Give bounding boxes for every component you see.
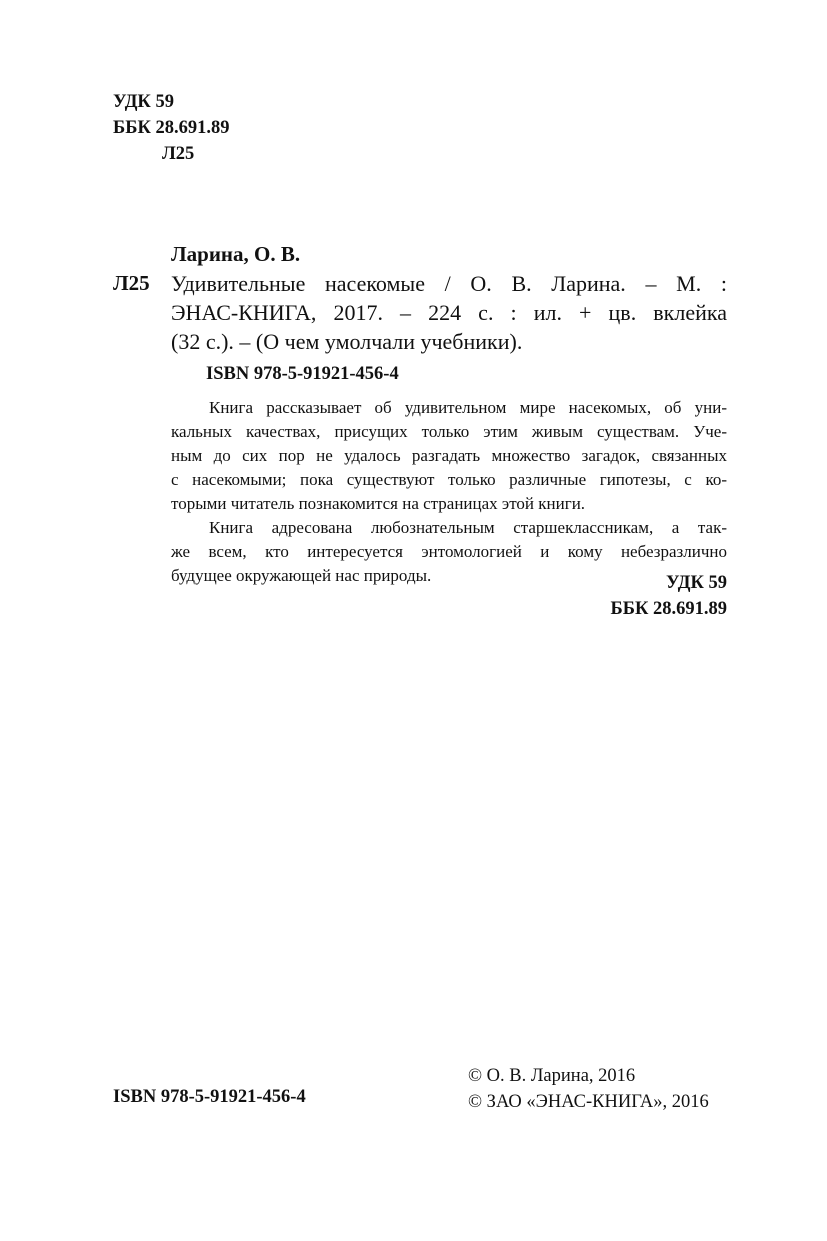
copyright-notices <box>468 1063 709 1115</box>
udk-code: УДК 59 <box>113 92 174 112</box>
bbk-code: ББК 28.691.89 <box>610 599 727 619</box>
bbk-code: ББК 28.691.89 <box>113 118 230 138</box>
annotation-line: же всем, кто интересуется энтомологией и кому небезразлично <box>171 542 727 561</box>
annotation <box>171 396 727 588</box>
copyright-publisher: © ЗАО «ЭНАС-КНИГА», 2016 <box>468 1092 709 1112</box>
annotation-line: Книга рассказывает об удивительном мире насекомых, об уни- <box>209 398 727 417</box>
annotation-line: будущее окружающей нас природы. <box>171 566 432 585</box>
bibliographic-description <box>171 270 727 357</box>
isbn-footer: ISBN 978-5-91921-456-4 <box>113 1087 306 1107</box>
classification-block-top <box>113 89 230 167</box>
biblio-line: Удивительные насекомые / О. В. Ларина. – М. : <box>171 271 727 296</box>
author-mark: Л25 <box>162 144 195 164</box>
annotation-line: торыми читатель познакомится на страницах этой книги. <box>171 494 586 513</box>
author-heading: Ларина, О. В. <box>171 242 301 266</box>
isbn-main: ISBN 978-5-91921-456-4 <box>206 364 399 384</box>
copyright-author: © О. В. Ларина, 2016 <box>468 1066 636 1086</box>
annotation-line: кальных качествах, присущих только этим живым существам. Уче- <box>171 422 727 441</box>
udk-code: УДК 59 <box>666 573 727 593</box>
biblio-line: ЭНАС-КНИГА, 2017. – 224 с. : ил. + цв. вклейка <box>171 300 727 325</box>
annotation-line: ным до сих пор не удалось разгадать множество загадок, связанных <box>171 446 727 465</box>
annotation-line: с насекомыми; пока существуют только различные гипотезы, с ко- <box>171 470 727 489</box>
biblio-line: (32 с.). – (О чем умолчали учебники). <box>171 329 523 354</box>
classification-block-bottom <box>610 570 727 622</box>
margin-author-mark: Л25 <box>113 271 150 295</box>
annotation-line: Книга адресована любознательным старшеклассникам, а так- <box>209 518 727 537</box>
